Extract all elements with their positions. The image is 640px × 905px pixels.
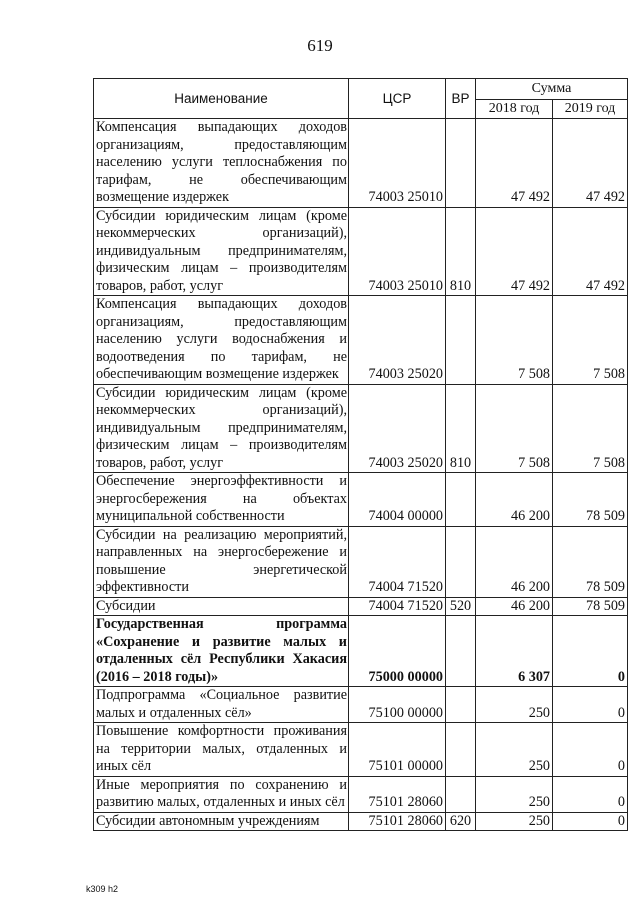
row-sum-2019: 78 509 <box>553 597 628 616</box>
row-name: Субсидии на реализацию мероприятий, направленных на энергосбережение и повышение энергетической эффективности <box>94 526 349 597</box>
row-sum-2018: 250 <box>476 723 553 777</box>
row-csr: 74004 71520 <box>349 597 446 616</box>
row-name: Подпрограмма «Социальное развитие малых и отдаленных сёл» <box>94 687 349 723</box>
row-name: Обеспечение энергоэффективности и энергосбережения на объектах муниципальной собственности <box>94 473 349 527</box>
row-sum-2019: 78 509 <box>553 473 628 527</box>
header-year-2018: 2018 год <box>476 100 553 119</box>
header-name: Наименование <box>94 79 349 119</box>
row-csr: 74004 00000 <box>349 473 446 527</box>
row-csr: 74003 25010 <box>349 119 446 208</box>
row-sum-2018: 46 200 <box>476 597 553 616</box>
row-vr: 620 <box>446 812 476 831</box>
row-vr: 520 <box>446 597 476 616</box>
table-row <box>94 776 628 812</box>
table-row <box>94 384 628 473</box>
row-csr: 75000 00000 <box>349 616 446 687</box>
row-sum-2019: 7 508 <box>553 384 628 473</box>
row-sum-2019: 0 <box>553 776 628 812</box>
row-csr: 74003 25010 <box>349 207 446 296</box>
row-name: Иные мероприятия по сохранению и развитию малых, отдаленных и иных сёл <box>94 776 349 812</box>
row-sum-2018: 250 <box>476 812 553 831</box>
row-sum-2019: 0 <box>553 723 628 777</box>
row-vr: 810 <box>446 207 476 296</box>
table-row <box>94 296 628 385</box>
table-row <box>94 597 628 616</box>
row-name: Повышение комфортности проживания на территории малых, отдаленных и иных сёл <box>94 723 349 777</box>
row-sum-2019: 47 492 <box>553 207 628 296</box>
header-year-2019: 2019 год <box>553 100 628 119</box>
row-csr: 74003 25020 <box>349 296 446 385</box>
row-sum-2018: 250 <box>476 687 553 723</box>
table-body <box>94 119 628 831</box>
header-csr: ЦСР <box>349 79 446 119</box>
row-vr <box>446 526 476 597</box>
row-sum-2018: 47 492 <box>476 207 553 296</box>
row-sum-2019: 47 492 <box>553 119 628 208</box>
row-sum-2019: 7 508 <box>553 296 628 385</box>
row-name: Субсидии автономным учреждениям <box>94 812 349 831</box>
row-sum-2018: 47 492 <box>476 119 553 208</box>
table-row <box>94 812 628 831</box>
row-name: Субсидии юридическим лицам (кроме некоммерческих организаций), индивидуальным предпринимателям, физическим лицам – производителям товаров, работ, услуг <box>94 384 349 473</box>
page-number: 619 <box>307 36 333 55</box>
row-name: Субсидии <box>94 597 349 616</box>
row-vr <box>446 723 476 777</box>
row-csr: 75100 00000 <box>349 687 446 723</box>
row-vr <box>446 687 476 723</box>
table-row <box>94 473 628 527</box>
row-sum-2019: 0 <box>553 616 628 687</box>
row-sum-2018: 46 200 <box>476 526 553 597</box>
header-vr: ВР <box>446 79 476 119</box>
row-sum-2018: 6 307 <box>476 616 553 687</box>
row-sum-2018: 250 <box>476 776 553 812</box>
row-vr: 810 <box>446 384 476 473</box>
footer-code: k309 h2 <box>86 884 119 894</box>
table-row <box>94 119 628 208</box>
row-vr <box>446 296 476 385</box>
budget-table <box>93 78 628 831</box>
row-vr <box>446 776 476 812</box>
table-row <box>94 207 628 296</box>
row-sum-2019: 0 <box>553 687 628 723</box>
row-vr <box>446 473 476 527</box>
row-sum-2018: 7 508 <box>476 384 553 473</box>
row-csr: 74003 25020 <box>349 384 446 473</box>
row-csr: 75101 28060 <box>349 812 446 831</box>
table-row <box>94 616 628 687</box>
table-row <box>94 723 628 777</box>
row-name: Компенсация выпадающих доходов организациям, предоставляющим населению услуги теплоснабжения по тарифам, не обеспечивающим возмещение издержек <box>94 119 349 208</box>
row-vr <box>446 616 476 687</box>
row-csr: 74004 71520 <box>349 526 446 597</box>
table-row <box>94 526 628 597</box>
row-sum-2018: 46 200 <box>476 473 553 527</box>
row-csr: 75101 00000 <box>349 723 446 777</box>
header-sum: Сумма <box>476 79 628 100</box>
row-vr <box>446 119 476 208</box>
row-csr: 75101 28060 <box>349 776 446 812</box>
row-name: Субсидии юридическим лицам (кроме некоммерческих организаций), индивидуальным предпринимателям, физическим лицам – производителям товаров, работ, услуг <box>94 207 349 296</box>
row-sum-2019: 0 <box>553 812 628 831</box>
row-name: Компенсация выпадающих доходов организациям, предоставляющим населению услуги водоснабжения и водоотведения по тарифам, не обеспечивающим возмещение издержек <box>94 296 349 385</box>
row-name: Государственная программа «Сохранение и развитие малых и отдаленных сёл Республики Хакасия (2016 – 2018 годы)» <box>94 616 349 687</box>
row-sum-2019: 78 509 <box>553 526 628 597</box>
row-sum-2018: 7 508 <box>476 296 553 385</box>
table-row <box>94 687 628 723</box>
